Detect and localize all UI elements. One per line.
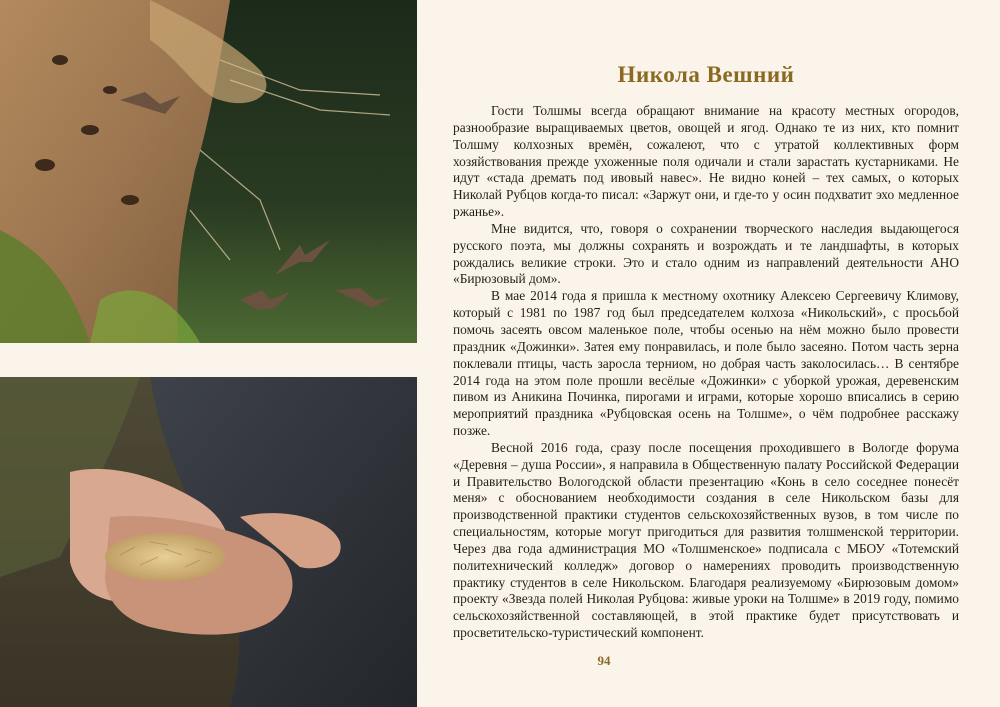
swallows-photo-art (0, 0, 417, 343)
page-title: Никола Вешний (617, 62, 795, 87)
article-text (453, 62, 959, 642)
photo-gap (0, 343, 417, 377)
paragraph-2: Мне видится, что, говоря о сохранении творческого наследия выдающегося русского поэта, мы должны сохранять и возрождать и те ландшафты, в которых рождались великие строки. Это и стало одним из направлений деятельности АНО «Бирюзовый дом». (453, 220, 959, 287)
paragraph-4: Весной 2016 года, сразу после посещения проходившего в Вологде форума «Деревня – душа России», я направила в Общественную палату Российской Федерации и Правительство Вологодской области презентацию «Конь в село соседнее понесёт меня» с обоснованием необходимости создания в селе Никольском базы для производственной практики студентов сельскохозяйственных вузов, в том числе по специальностям, которые могут пригодиться для развития толшменской территории. Через два года администрация МО «Толшменское» подписала с МБОУ «Тотемский политехнический колледж» договор о намерениях проводить производственную практику студентов в селе Никольском. Благодаря реализуемому «Бирюзовым домом» проекту «Звезда полей Николая Рубцова: живые уроки на Толшме» в 2019 году, помимо сельскохозяйственной составляющей, в этой практике будет присутствовать и просветительско-туристический компонент. (453, 439, 959, 641)
page-number: 94 (597, 653, 611, 668)
paragraph-1: Гости Толшмы всегда обращают внимание на красоту местных огородов, разнообразие выращиваемых цветов, овощей и ягод. Однако те из них, кто помнит Толшму колхозных времён, сожалеют, что с утратой коллективных форм хозяйствования прежде ухоженные поля одичали и стали зарастать кустарниками. Не идут «стада дремать под ивовый навес». Не видно коней – тех самых, о которых Николай Рубцов когда-то писал: «Заржут они, и где-то у осин подхватит эхо медленное ржанье». (453, 103, 959, 220)
swallows-photo (0, 0, 417, 343)
paragraph-3: В мае 2014 года я пришла к местному охотнику Алексею Сергеевичу Климову, который с 1981 по 1987 год был председателем колхоза «Никольский», с просьбой помочь засеять овсом маленькое поле, чтобы осенью на нём можно было провести праздник «Дожинки». Затея ему понравилась, и поле было засеяно. Потом часть зерна поклевали птицы, часть заросла терниом, но добрая часть заколосилась… В сентябре 2014 года на этом поле прошли весёлые «Дожинки» с уборкой урожая, деревенским пивом из Аникина Починка, пирогами и играми, которые хорошо вписались в серию мероприятий праздника «Рубцовская осень на Толшме», о чём подробнее расскажу позже. (453, 288, 959, 439)
